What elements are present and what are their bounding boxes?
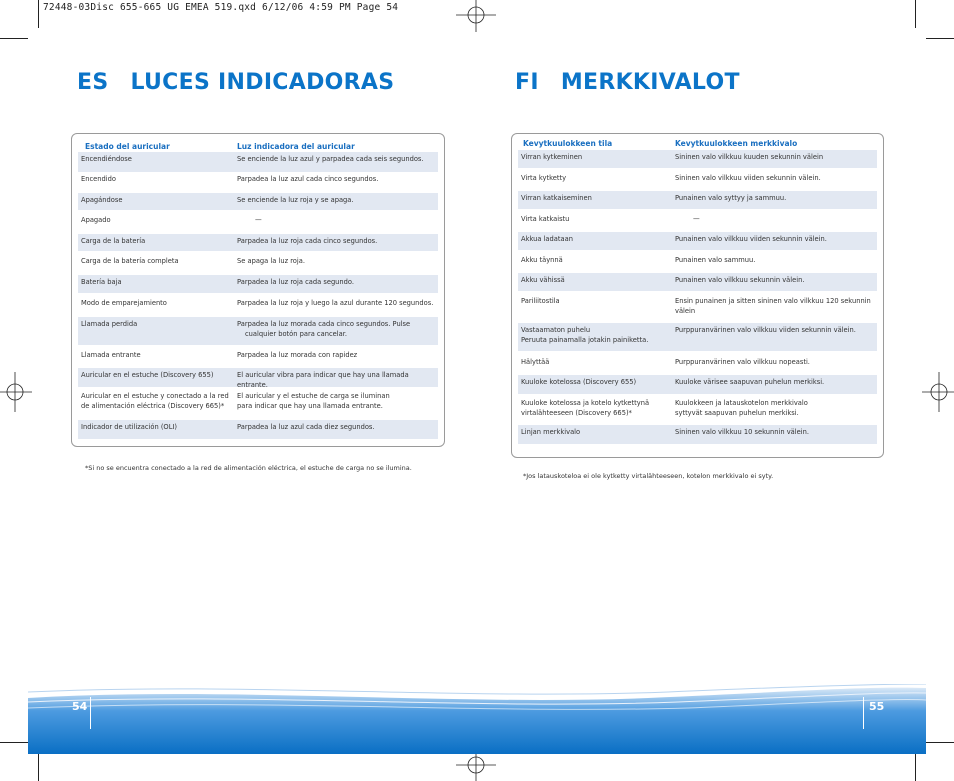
table-row [78, 254, 438, 274]
light-cell: Se enciende la luz azul y parpadea cada seis segundos. [237, 155, 424, 163]
light-line: Parpadea la luz morada cada cinco segundos. Pulse [237, 320, 411, 328]
light-cell: Se apaga la luz roja. [237, 257, 305, 265]
state-cell: Apagado [81, 216, 111, 224]
state-cell: Modo de emparejamiento [81, 299, 167, 307]
light-cell: Parpadea la luz roja y luego la azul durante 120 segundos. [237, 299, 434, 307]
light-line: syttyvät saapuvan puhelun merkiksi. [675, 408, 799, 417]
light-cell: Parpadea la luz azul cada cinco segundos. [237, 175, 379, 183]
column-header: Kevytkuulokkeen tila [523, 139, 613, 148]
state-cell: Apagándose [81, 196, 123, 204]
table-row [518, 212, 877, 232]
light-cell: Parpadea la luz morada con rapidez [237, 351, 358, 359]
light-cell: Kuuloke värisee saapuvan puhelun merkiksi. [675, 378, 825, 386]
light-line: Ensin punainen ja sitten sininen valo vilkkuu 120 sekunnin [675, 297, 871, 305]
light-cell [675, 399, 808, 418]
footer-wave-band [28, 684, 926, 754]
state-cell: Akku vähissä [521, 276, 565, 284]
table-row [78, 389, 438, 419]
column-header: Estado del auricular [85, 142, 170, 151]
table-row [78, 317, 438, 345]
state-cell: Encendido [81, 175, 116, 183]
state-cell: Linjan merkkivalo [521, 428, 581, 436]
state-line: Vastaamaton puhelu [521, 326, 591, 334]
table-row [78, 193, 438, 210]
table-row [518, 355, 877, 375]
crop-mark [926, 38, 954, 39]
state-cell: Virta katkaistu [521, 215, 570, 223]
state-cell: Virta kytketty [521, 174, 567, 182]
table-row [518, 425, 877, 444]
crop-mark [38, 753, 39, 781]
registration-mark-icon [922, 372, 954, 412]
indicator-table-fi [511, 133, 884, 458]
crop-mark [38, 0, 39, 28]
light-cell: Sininen valo vilkkuu viiden sekunnin välein. [675, 174, 821, 182]
state-cell: Virran katkaiseminen [521, 194, 592, 202]
table-row [78, 348, 438, 368]
state-cell: Akku täynnä [521, 256, 563, 264]
light-line: El auricular y el estuche de carga se iluminan [237, 392, 390, 400]
state-cell: Llamada perdida [81, 320, 138, 328]
light-cell: Punainen valo syttyy ja sammuu. [675, 194, 787, 202]
page-title-fi [515, 70, 740, 95]
state-cell: Llamada entrante [81, 351, 141, 359]
page-title-es [77, 70, 394, 95]
table-row [78, 234, 438, 251]
light-cell: Sininen valo vilkkuu 10 sekunnin välein. [675, 428, 809, 436]
state-cell: Encendiéndose [81, 155, 132, 163]
page-number-right: 55 [869, 700, 885, 713]
light-cell: Parpadea la luz roja cada cinco segundos. [237, 237, 378, 245]
table-row [518, 232, 877, 250]
light-cell [237, 392, 390, 411]
lang-code: FI [515, 70, 539, 95]
crop-mark [915, 0, 916, 28]
light-cell: Parpadea la luz roja cada segundo. [237, 278, 355, 286]
light-cell: Punainen valo vilkkuu viiden sekunnin välein. [675, 235, 827, 243]
light-line: välein [675, 306, 696, 315]
state-line: Auricular en el estuche y conectado a la red [81, 392, 229, 400]
print-slug: 72448-03Disc 655-665 UG EMEA 519.qxd 6/12/06 4:59 PM Page 54 [43, 2, 399, 13]
state-cell: Hälyttää [521, 358, 550, 366]
table-row [518, 294, 877, 320]
light-cell: — [693, 215, 700, 223]
state-line: virtalähteeseen (Discovery 665)* [521, 408, 632, 417]
state-cell: Auricular en el estuche (Discovery 655) [81, 371, 214, 379]
lang-code: ES [77, 70, 109, 95]
state-line: Kuuloke kotelossa ja kotelo kytkettynä [521, 399, 650, 407]
light-cell: Se enciende la luz roja y se apaga. [237, 196, 354, 204]
state-cell: Pariliitostila [521, 297, 560, 305]
table-row [518, 150, 877, 168]
registration-mark-icon [456, 750, 496, 781]
table-row [78, 420, 438, 439]
table-row [518, 253, 877, 273]
indicator-table-es [71, 133, 445, 447]
crop-mark [915, 753, 916, 781]
light-cell: Punainen valo sammuu. [675, 256, 756, 264]
crop-mark [926, 742, 954, 743]
light-cell: Sininen valo vilkkuu kuuden sekunnin välein [675, 153, 824, 161]
light-cell [675, 297, 871, 316]
state-cell [521, 326, 648, 345]
registration-mark-icon [0, 372, 32, 412]
state-line: de alimentación eléctrica (Discovery 665)* [81, 401, 225, 410]
state-cell: Indicador de utilización (OLI) [81, 423, 177, 431]
state-cell [81, 392, 229, 411]
column-header: Luz indicadora del auricular [237, 142, 355, 151]
light-cell: Punainen valo vilkkuu sekunnin välein. [675, 276, 805, 284]
state-cell: Kuuloke kotelossa (Discovery 655) [521, 378, 637, 386]
table-row [78, 172, 438, 192]
light-cell: Purppuranvärinen valo vilkkuu viiden sekunnin välein. [675, 326, 856, 334]
state-cell: Carga de la batería [81, 237, 146, 245]
state-line: Peruuta painamalla jotakin painiketta. [521, 335, 649, 344]
light-cell [237, 320, 410, 339]
table-row [78, 368, 438, 387]
footnote-fi: *Jos latauskoteloa ei ole kytketty virtalähteeseen, kotelon merkkivalo ei syty. [523, 472, 774, 480]
registration-mark-icon [456, 0, 496, 32]
table-row [78, 275, 438, 293]
crop-mark [0, 742, 28, 743]
table-row [518, 171, 877, 191]
title-text: MERKKIVALOT [560, 70, 740, 95]
table-row [518, 323, 877, 351]
state-cell: Batería baja [81, 278, 122, 286]
light-line: Kuulokkeen ja latauskotelon merkkivalo [675, 399, 808, 407]
page-number-divider [90, 697, 91, 729]
table-row [518, 375, 877, 394]
state-cell: Akkua ladataan [521, 235, 573, 243]
state-cell: Virran kytkeminen [521, 153, 583, 161]
state-cell [521, 399, 649, 418]
table-row [78, 213, 438, 233]
footnote-es: *Si no se encuentra conectado a la red de alimentación eléctrica, el estuche de carga no se ilumina. [85, 464, 412, 472]
light-line: cualquier botón para cancelar. [245, 329, 347, 338]
light-cell: Parpadea la luz azul cada diez segundos. [237, 423, 375, 431]
table-row [78, 296, 438, 316]
table-row [518, 273, 877, 291]
table-row [518, 191, 877, 209]
column-header: Kevytkuulokkeen merkkivalo [675, 139, 798, 148]
light-cell: El auricular vibra para indicar que hay una llamada entrante. [237, 371, 409, 389]
page-number-left: 54 [72, 700, 88, 713]
state-cell: Carga de la batería completa [81, 257, 179, 265]
light-cell: — [255, 216, 262, 224]
table-row [78, 152, 438, 172]
page-number-divider [863, 697, 864, 729]
light-line: para indicar que hay una llamada entrante. [237, 401, 383, 410]
title-text: LUCES INDICADORAS [130, 70, 395, 95]
crop-mark [0, 38, 28, 39]
table-row [518, 396, 877, 424]
light-cell: Purppuranvärinen valo vilkkuu nopeasti. [675, 358, 810, 366]
